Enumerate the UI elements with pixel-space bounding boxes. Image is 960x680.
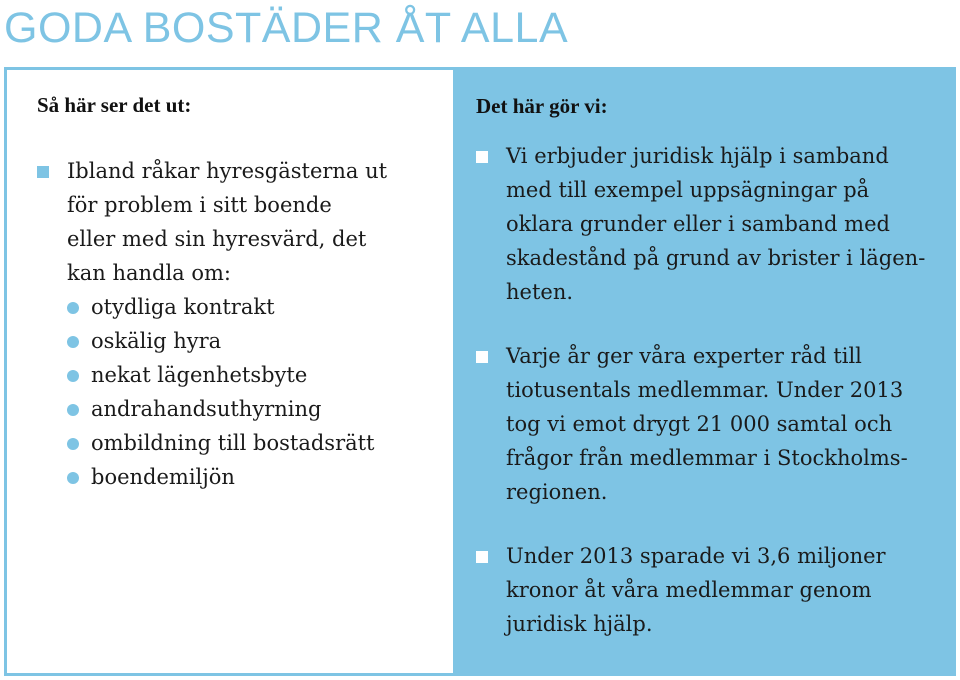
list-item: oskälig hyra bbox=[67, 324, 453, 358]
dot-bullet-icon bbox=[67, 472, 79, 484]
dot-bullet-icon bbox=[67, 302, 79, 314]
list-item: andrahandsuthyrning bbox=[67, 392, 453, 426]
list-item: boendemiljön bbox=[67, 460, 453, 494]
action-paragraph: Under 2013 sparade vi 3,6 miljoner kronor åt våra medlemmar genom juridisk hjälp. bbox=[476, 539, 936, 641]
dot-bullet-icon bbox=[67, 404, 79, 416]
actions-heading: Det här gör vi: bbox=[476, 94, 608, 118]
problems-list bbox=[37, 290, 453, 494]
square-bullet-icon bbox=[476, 151, 488, 163]
page-title: GODA BOSTÄDER ÅT ALLA bbox=[4, 4, 569, 52]
square-bullet-icon bbox=[476, 351, 488, 363]
action-paragraph: Varje år ger våra experter råd till tiotusentals medlemmar. Under 2013 tog vi emot drygt 21 000 samtal och frågor från medlemmar i Stockholms- regionen. bbox=[476, 339, 936, 509]
list-item: nekat lägenhetsbyte bbox=[67, 358, 453, 392]
square-bullet-icon bbox=[37, 166, 49, 178]
square-bullet-icon bbox=[476, 551, 488, 563]
problems-intro-text: Ibland råkar hyresgästerna ut för problem i sitt boende eller med sin hyresvärd, det kan handla om: bbox=[67, 159, 388, 285]
dot-bullet-icon bbox=[67, 336, 79, 348]
action-paragraph: Vi erbjuder juridisk hjälp i samband med till exempel uppsägningar på oklara grunder eller i samband med skadestånd på grund av brister i lägen- heten. bbox=[476, 139, 936, 309]
list-item: otydliga kontrakt bbox=[67, 290, 453, 324]
problems-heading: Så här ser det ut: bbox=[37, 93, 192, 117]
problems-intro bbox=[37, 154, 453, 290]
problems-panel bbox=[4, 67, 456, 676]
list-item: ombildning till bostadsrätt bbox=[67, 426, 453, 460]
dot-bullet-icon bbox=[67, 370, 79, 382]
dot-bullet-icon bbox=[67, 438, 79, 450]
actions-panel bbox=[456, 67, 956, 676]
